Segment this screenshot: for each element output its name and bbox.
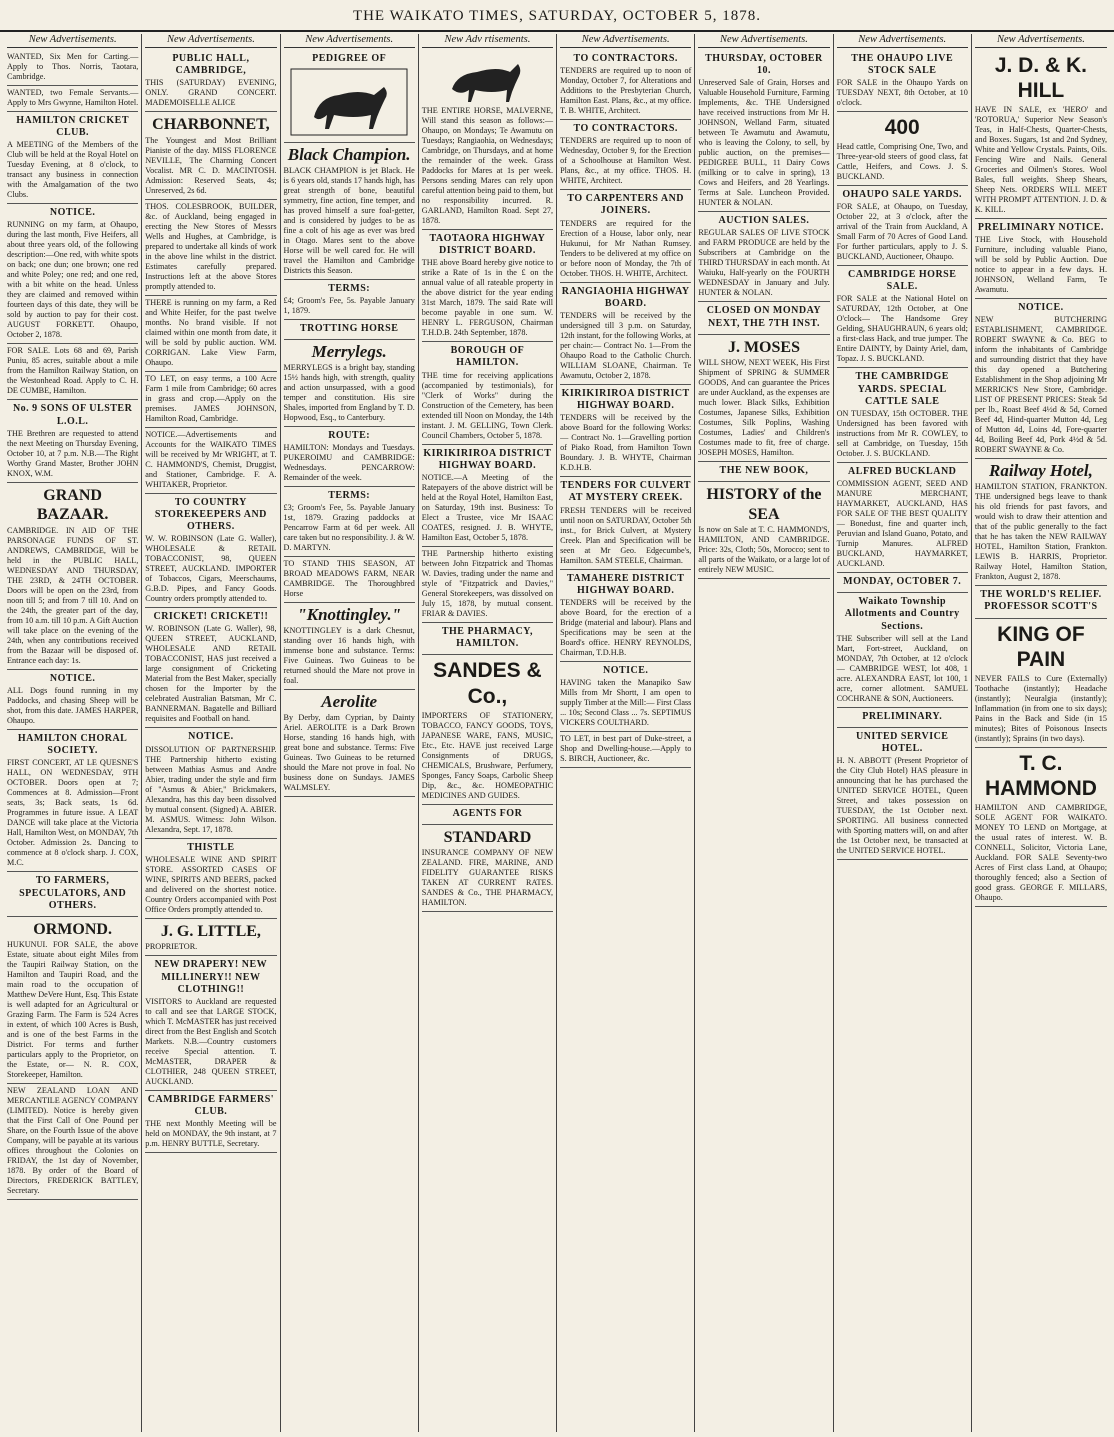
ad-heading: CHARBONNET, (152, 116, 270, 134)
advertisement (837, 112, 968, 186)
ad-body: PROPRIETOR. (145, 942, 198, 952)
advertisement (560, 570, 691, 662)
ad-body: BLACK CHAMPION is jet Black. He is 6 years old, stands 17 hands high, has great strength of bone, beautiful symmetry, fine action, fine temper, and has proved himself a sure foal-getter, and is considered by judges to be as fine a colt of his age as ever was bred in Otago. Mares sent to the above Horse will be well cared for. He will travel the Hamilton and Cambridge Districts this Season. (283, 165, 415, 275)
ad-heading: PEDIGREE OF (312, 52, 387, 64)
ad-heading: HAMILTON CRICKET CLUB. (16, 114, 129, 138)
advertisement (698, 212, 829, 302)
advertisement (7, 112, 138, 204)
ad-heading: TAMAHERE DISTRICT HIGHWAY BOARD. (566, 572, 685, 596)
advertisement (837, 728, 968, 860)
advertisement (975, 50, 1107, 219)
advertisement (145, 608, 276, 728)
ad-heading: TO CARPENTERS AND JOINERS. (567, 193, 685, 217)
ad-heading: AGENTS FOR (452, 807, 523, 819)
ad-heading: UNITED SERVICE HOTEL. (855, 731, 949, 755)
advertisement (698, 482, 829, 579)
ad-heading: THE WORLD'S RELIEF. PROFESSOR SCOTT'S (980, 589, 1102, 613)
advertisement (560, 50, 691, 120)
ad-heading: J. MOSES (727, 338, 800, 356)
advertisement (837, 708, 968, 728)
advertisement (422, 342, 553, 444)
ad-body: TO LET, on easy terms, a 100 Acre Farm 1 mile from Cambridge; 60 acres in grass and crop.—Apply on the premises. JAMES JOHNSON, Hamilton Road, Cambridge. (145, 373, 277, 423)
ad-heading: CAMBRIDGE FARMERS' CLUB. (147, 1093, 275, 1118)
ad-body: THE Subscriber will sell at the Land Mart, Fort-street, Auckland, on MONDAY, 7th October, at 12 o'clock— CAMBRIDGE WEST, lot 408, 1 acre. ALEXANDRA EAST, lot 100, 1 acre, corner allotment. SAMUEL COCHRANE & SON, Auctioneers. (836, 633, 968, 703)
ad-heading: 400 (884, 116, 920, 140)
ad-body: THE Brethren are requested to attend the next Meeting on Thursday Evening, October 10, at 7 p.m. N.B.—The Right Worthy Grand Master, Brother JOHN KNOX, W.M. (7, 428, 139, 478)
ad-heading: RANGIAOHIA HIGHWAY BOARD. (561, 285, 690, 309)
ad-body: W. W. ROBINSON (Late G. Waller), WHOLESALE & RETAIL TOBACCONIST, 98, QUEEN STREET, AUCKLAND. IMPORTER of Tobaccos, Cigars, Meerschaums, G.B.D. Pipes, and Fancy Goods. Country orders promptly attended to. (145, 534, 277, 604)
advertisement (560, 385, 691, 477)
ad-heading: PUBLIC HALL, CAMBRIDGE, (172, 52, 250, 76)
advertisement (422, 623, 553, 655)
advertisement (422, 230, 553, 342)
ad-body: Head cattle, Comprising One, Two, and Three-year-old steers of good class, fat Cattle, Heifers, and Cows. J. S. BUCKLAND. (836, 141, 968, 181)
advertisement (698, 50, 829, 212)
advertisement (837, 50, 968, 112)
advertisement (7, 204, 138, 344)
advertisement (145, 296, 276, 372)
ad-body: FIRST CONCERT, AT LE QUESNE'S HALL, ON WEDNESDAY, 9TH OCTOBER. Doors open at 7; Commences at 8. Admission—Front seats, 3s; Back seats, 1s 6d. Programmes in future issue. A LEAT DANCE will take place at the Victoria Hall, Hamilton West, on MONDAY, 7th October. Admission 2s. Dancing to commence at 8 o'clock sharp. J. COX, M.C. (7, 758, 139, 868)
advertisement (422, 50, 553, 230)
ad-body: Unreserved Sale of Grain, Horses and Valuable Household Furniture, Farming Implements, &c. THE Undersigned have received instructions from Mr H. JOHNSON, Welland Farm, situated between Te Awamutu and Awamutu, who is leaving the Colony, to sell, by public auction, on the premises— PEDIGREE BULL, 11 Dairy Cows (milking or to calve in spring), 13 Cows and Heifers, and 28 Yearlings. Terms at Sale. Luncheon Provided. HUNTER & NOLAN. (698, 78, 830, 208)
advertisement (284, 690, 415, 797)
advertisement (284, 320, 415, 340)
ad-body: MERRYLEGS is a bright bay, standing 15½ hands high, with strength, quality and action unsurpassed, with a good temper and constitution. His sire Shales, imported from England by T. D. Hopwood, Esq., to Canterbury. (283, 362, 415, 422)
ad-heading: CRICKET! CRICKET!! (153, 611, 269, 623)
column-heading: New Advertisements. (698, 34, 829, 48)
advertisement (560, 477, 691, 569)
ad-body: NOTICE.—Advertisements and Accounts for the WAIKATO TIMES will be received by Mr WRIGHT, at T. C. HAMMOND'S, Chemist, Druggist, and Stationer, Cambridge. F. A. WHITAKER, Proprietor. (145, 429, 277, 489)
advertisement (145, 372, 276, 428)
ad-heading: NOTICE. (49, 672, 96, 684)
column-7 (834, 34, 972, 1432)
ad-body: WHOLESALE WINE AND SPIRIT STORE. ASSORTED CASES OF WINE, SPIRITS AND BEERS, packed and delivered on the shortest notice. Country Orders accompanied with Post Office Orders promptly attended to. (145, 854, 277, 914)
ad-body: WANTED, Six Men for Carting.— Apply to Thos. Norris, Taotara, Cambridge. (7, 51, 139, 81)
ad-heading: Merrylegs. (311, 342, 387, 362)
advertisement (284, 280, 415, 320)
advertisement (7, 400, 138, 482)
advertisement (284, 143, 415, 280)
column-heading: New Advertisements. (837, 34, 968, 48)
ad-heading: "Knottingley." (297, 605, 402, 625)
advertisement (7, 1084, 138, 1200)
ad-body: THE Live Stock, with Household Furniture, including valuable Piano, will be sold by Public Auction. Due notice to appear in a few days. H. JOHNSON, Welland Farm, Te Awamutu. (974, 235, 1107, 295)
ad-heading: TERMS: (328, 282, 371, 294)
column-1 (4, 34, 142, 1432)
advertisement (145, 839, 276, 919)
advertisement (7, 670, 138, 730)
ad-body: THIS (SATURDAY) EVENING, ONLY. GRAND CONCERT. MADEMOISELLE ALICE (145, 78, 277, 108)
ad-heading: KIRIKIRIROA DISTRICT HIGHWAY BOARD. (423, 447, 552, 471)
column-5 (557, 34, 695, 1432)
ad-heading: THISTLE (187, 841, 235, 853)
ad-body: The Youngest and Most Brilliant Pianiste of the day. MISS FLORENCE NEVILLE, The Charming Concert Vocalist. MR C. D. MACINTOSH. Admission: Reserved Seats, 4s; Unreserved, 2s 6d. (145, 135, 277, 195)
ad-body: WANTED, two Female Servants.— Apply to Mrs Gwynne, Hamilton Hotel. (7, 87, 139, 107)
ad-body: THE time for receiving applications (accompanied by testimonials), for "Clerk of Works" during the Construction of the Cemetery, has been extended till Noon on Monday, the 14th instant. J. M. GELLING, Town Clerk. Council Chambers, October 5, 1878. (421, 370, 554, 440)
advertisement (975, 299, 1107, 459)
column-heading: New Advertisements. (284, 34, 415, 48)
ad-body: £3; Groom's Fee, 5s. Payable January 1st, 1879. Grazing paddocks at Pencarrow Farm at 6d per week. All care taken but no responsibility. J. & W. D. MARTYN. (283, 503, 415, 553)
ad-body: REGULAR SALES OF LIVE STOCK and FARM PRODUCE are held by the Subscribers at Cambridge on the THIRD THURSDAY in each month. At Waiuku, Half-yearly on the FOURTH WEDNESDAY in January and July. HUNTER & NOLAN. (698, 228, 830, 298)
ad-heading: AUCTION SALES. (718, 215, 810, 227)
columns (4, 34, 1110, 1432)
ad-heading: NOTICE. (49, 207, 96, 219)
ad-heading: ORMOND. (33, 920, 112, 938)
advertisement (284, 487, 415, 557)
advertisement (145, 1091, 276, 1153)
horse-engraving (442, 54, 532, 104)
ad-body: THERE is running on my farm, a Red and White Heifer, for the past twelve months. No brand visible. If not claimed within one month from date, it will be sold by public auction. WM. CORRIGAN. Lake View Farm, Ohaupo. (145, 297, 277, 367)
ad-heading: CAMBRIDGE HORSE SALE. (848, 268, 957, 293)
ad-body: DISSOLUTION OF PARTNERSHIP. THE Partnership hitherto existing between Mathias Asmus and Andre Abier, trading under the style and firm of "Asmus & Abier," Brickmakers, Alexandra, has this day been dissolved by mutual consent. (Signed) A. ABIER. M. ASMUS. Witness: John Wilson. Alexandra, Sept. 17, 1878. (145, 744, 277, 834)
ad-body: HAVING taken the Manapiko Saw Mills from Mr Shortt, I am open to supply Timber at the Mill:— First Class ... 10s; Second Class ... 7s. SEPTIMUS VICKERS COULTHARD. (560, 678, 692, 728)
advertisement (560, 190, 691, 282)
column-3 (281, 34, 419, 1432)
advertisement (7, 344, 138, 400)
ad-body: A MEETING of the Members of the Club will be held at the Royal Hotel on Tuesday Evening, at 8 o'clock, to transact any business in connection with the Amalgamation of the two Clubs. (7, 140, 139, 200)
ad-body: ON TUESDAY, 15th OCTOBER. THE Undersigned has been favored with instructions from Mr R. COWLEY, to sell at Cambridge, on Tuesday, 15th October. J. S. BUCKLAND. (836, 408, 968, 458)
column-heading: New Advertisements. (7, 34, 138, 48)
ad-heading: THE OHAUPO LIVE STOCK SALE (851, 52, 954, 76)
advertisement (7, 872, 138, 917)
advertisement (837, 463, 968, 573)
ad-heading: No. 9 SONS OF ULSTER L.O.L. (12, 403, 133, 427)
ad-heading: BOROUGH OF HAMILTON. (450, 345, 525, 369)
ad-heading: TROTTING HORSE (299, 322, 399, 334)
ad-heading: GRAND BAZAAR. (36, 486, 109, 524)
advertisement (145, 956, 276, 1091)
advertisement (560, 732, 691, 768)
horse-engraving (289, 67, 409, 137)
ad-body: £4; Groom's Fee, 5s. Payable January 1, 1879. (283, 295, 415, 315)
ad-body: FOR SALE, at Ohaupo, on Tuesday, October 22, at 3 o'clock, after the arrival of the Train from Auckland, A Small Farm of 70 Acres of Good Land. For further particulars, apply to J. S. BUCKLAND, Auctioneer, Ohaupo. (836, 201, 968, 261)
advertisement (7, 917, 138, 1085)
advertisement (284, 557, 415, 603)
ad-heading: SANDES & Co., (433, 659, 542, 708)
advertisement (837, 266, 968, 368)
ad-heading: TERMS: (328, 490, 371, 502)
ad-heading: TAOTAORA HIGHWAY DISTRICT BOARD. (429, 232, 546, 256)
ad-body: FOR SALE in the Ohaupo Yards on TUESDAY NEXT, 8th October, at 10 o'clock. (836, 78, 968, 108)
ad-body: ALL Dogs found running in my Paddocks, and chasing Sheep will be shot, from this date. JAMES HARPER, Ohaupo. (7, 685, 139, 725)
ad-body: NEW BUTCHERING ESTABLISHMENT, CAMBRIDGE. ROBERT SWAYNE & Co. BEG to inform the inhabitants of Cambridge and surrounding district that they have this day opened a Butchering Establishment in the Shop adjoining Mr MERRICK'S New Store, Cambridge. LIST OF PRESENT PRICES: Steak 5d per lb., Roast Beef 4½d & 5d, Corned Beef 4d, Hind-quarter Mutton 4d, Leg of Mutton 4d, Loins 4d, Fore-quarter 4d, Boiling Beef 4d, Pork 4½d & 5d. ROBERT SWAYNE & Co. (974, 315, 1107, 455)
ad-heading: PRELIMINARY. (862, 710, 943, 722)
ad-body: INSURANCE COMPANY OF NEW ZEALAND. FIRE, MARINE, AND FIDELITY GUARANTEE RISKS TAKEN AT CURRENT RATES. SANDES & Co., THE PHARMACY, HAMILTON. (421, 848, 554, 908)
advertisement (7, 86, 138, 112)
masthead: THE WAIKATO TIMES, SATURDAY, OCTOBER 5, 1878. (0, 8, 1114, 32)
advertisement (975, 459, 1107, 586)
ad-heading: Railway Hotel, (988, 461, 1093, 481)
ad-heading: PRELIMINARY NOTICE. (977, 222, 1104, 234)
advertisement (145, 494, 276, 609)
ad-body: Is now on Sale at T. C. HAMMOND'S, HAMILTON, AND CAMBRIDGE. Price: 32s, Cloth; 50s, Morocco; sent to all parts of the Waikato, or a large lot of entirely NEW MUSIC. (698, 525, 830, 575)
advertisement (837, 593, 968, 708)
advertisement (975, 219, 1107, 299)
ad-heading: STANDARD (443, 828, 532, 846)
advertisement (975, 748, 1107, 907)
advertisement (975, 586, 1107, 618)
ad-body: TENDERS will be received by the above Board for the following Works:— Contract No. 1—Gravelling portion of Piako Road, from Hamilton Town Boundary. J. B. WHYTE, Chairman K.D.H.B. (560, 413, 692, 473)
ad-body: TO LET, in best part of Duke-street, a Shop and Dwelling-house.—Apply to S. BIRCH, Auctioneer, &c. (560, 734, 692, 764)
ad-heading: NOTICE. (602, 665, 649, 677)
ad-heading: CLOSED ON MONDAY NEXT, THE 7TH INST. (706, 305, 822, 329)
ad-body: W. ROBINSON (Late G. Waller), 98, QUEEN STREET, AUCKLAND, WHOLESALE AND RETAIL TOBACCONIST, HAS just received a large consignment of Cricketing Material from the Best Maker, specially chosen for the Importer by the celebrated Australian Batsman, Mr C. BANNERMAN. Bagatelle and Billiard requisites and Football on hand. (145, 624, 277, 724)
ad-heading: NOTICE. (188, 731, 234, 743)
ad-heading: THE NEW BOOK, (719, 465, 809, 477)
ad-body: THE Partnership hitherto existing between John Fitzpatrick and Thomas W. Davies, trading under the name and style of "Fitzpatrick and Davies," General Storekeepers, was dissolved on July 15, 1878, by mutual consent. FRIAR & DAVIES. (421, 548, 554, 618)
advertisement (7, 483, 138, 670)
ad-body: CAMBRIDGE. IN AID OF THE PARSONAGE FUNDS OF ST. ANDREWS, CAMBRIDGE, Will be held in the PUBLIC HALL, WEDNESDAY AND THURSDAY, THE 23RD, & 24TH OCTOBER. Doors will be open on the 23rd, from noon till 5; and from 7 till 10. And on the 24th, the greater part of the day, from 10 a.m. till 10 p.m. A Gift Auction will take place on the evening of the 24th, when any contributions received from the Bazaar will be disposed of. Entrance each day: 1s. (7, 525, 139, 665)
ad-body: THE ENTIRE HORSE, MALVERNE, Will stand this season as follows:— Ohaupo, on Mondays; Te Awamutu on Tuesdays; Rangiaohia, on Wednesdays; Cambridge, on Thursdays, and at home the remainder of the week. Grass Paddocks for Mares at 1s per week. Persons sending Mares can rely upon careful attention being paid to them, but no responsibility incurred. R. GARLAND, Hamilton Road. Sept 27, 1878. (421, 105, 554, 225)
ad-body: HAMILTON AND CAMBRIDGE, SOLE AGENT FOR WAIKATO. MONEY TO LEND on Mortgage, at the usual rates of interest. W. B. CONNELL, Solicitor, Victoria Lane, Auckland. FOR SALE Seventy-two Acres of First class Land, at Ohaupo; thoroughly fenced; also a Section of good grass. GEORGE F. MILLARS, Ohaupo. (974, 802, 1107, 902)
column-4 (419, 34, 557, 1432)
ad-heading: TO FARMERS, SPECULATORS, AND OTHERS. (19, 875, 127, 911)
ad-body: KNOTTINGLEY is a dark Chesnut, standing over 16 hands high, with immense bone and substance. Terms: Five Guineas. Two Guineas to be returned should the Mare not prove in foal. (283, 625, 415, 685)
advertisement (145, 200, 276, 296)
advertisement (422, 445, 553, 547)
ad-body: THE next Monthly Meeting will be held on MONDAY, the 9th instant, at 7 p.m. HENRY BUTTLE, Secretary. (145, 1119, 277, 1149)
ad-body: THOS. COLESBROOK, BUILDER, &c. of Auckland, being engaged in erecting the New Stores of Messrs Wells and Hughes, at Cambridge, is prepared to undertake all kinds of work in the above line whilst in the district. Estimates carefully prepared. Instructions left at the above Stores promptly attended to. (145, 201, 277, 291)
advertisement (145, 50, 276, 112)
ad-body: FOR SALE. Lots 68 and 69, Parish Puniu, 85 acres, suitable about a mile from the Hamilton Railway Station, on the Westonhead Road. Apply to C. H. DE CUMBE, Hamilton. (7, 346, 139, 396)
advertisement (560, 120, 691, 190)
ad-body: NEVER FAILS to Cure (Externally) Toothache (instantly); Headache (instantly); Neuralgia (instantly); Inflammation (in from one to six days); Pains in the Back and Side (in 15 minutes); Bites of Poisonous Insects (instantly); Sprains (in two days). (974, 673, 1107, 743)
ad-heading: Black Champion. (287, 144, 411, 164)
advertisement (422, 825, 553, 913)
advertisement (284, 340, 415, 427)
advertisement (145, 428, 276, 494)
advertisement (422, 655, 553, 804)
ad-heading: J. D. & K. HILL (994, 53, 1088, 103)
ad-heading: THURSDAY, OCTOBER 10. (705, 52, 823, 76)
ad-body: NEW ZEALAND LOAN AND MERCANTILE AGENCY COMPANY (LIMITED). Notice is hereby given that the First Call of One Pound per Share, on the Fourth Issue of the above Company, will be payable at its various offices throughout the Colonies on FRIDAY, the 1st day of November, 1878. By order of the Board of Directors, FREDERICK BATTLEY, Secretary. (7, 1086, 139, 1196)
ad-body: HUKUNUI. FOR SALE, the above Estate, situate about eight Miles from the Taupiri Railway Station, on the Hamilton and Taupiri Road, and the main road to the occupation of Matthew DeVere Hunt, Esq. This Estate is well adapted for an Agricultural or Grazing Farm. The Farm is 524 Acres in extent, of which 100 Acres is Bush, and is one of the best Farms in the District. For terms and further particulars apply to the Proprietor, on the Estate, or— N. R. COX, Storekeeper, Hamilton. (7, 940, 139, 1080)
ad-body: IMPORTERS OF STATIONERY, TOBACCO, FANCY GOODS, TOYS, JAPANESE WARE, FANS, MUSIC, Etc., Etc. HAVE just received Large Consignments of DRUGS, CHEMICALS, Brushware, Perfumery, Sponges, Fancy Soaps, Carbolic Sheep Dip, &c., &c. HOMEOPATHIC MEDICINES AND GUIDES. (421, 710, 554, 800)
ad-heading: TO CONTRACTORS. (573, 52, 678, 64)
ad-heading: THE PHARMACY, HAMILTON. (441, 625, 533, 650)
ad-body: WILL SHOW, NEXT WEEK, His First Shipment of SPRING & SUMMER GOODS, And can guarantee the Prices are under Auckland, as the expenses are much lower. Black Silks, Exhibition Costumes, Japanese Silks, Exhibition Costumes, Silk Poplins, Washing Costumes, Ladies' and Children's Costumes made to fit, free of charge. JOSEPH MOSES, Hamilton. (698, 358, 830, 458)
advertisement (837, 186, 968, 266)
ad-body: HAMILTON: Mondays and Tuesdays. PUKEROIMU and CAMBRIDGE: Wednesdays. PENCARROW: Remainder of the week. (283, 443, 415, 483)
ad-body: COMMISSION AGENT, SEED AND MANURE MERCHANT, HAYMARKET, AUCKLAND, HAS FOR SALE OF THE BEST QUALITY— Bonedust, fine and quarter inch, Peruvian and Island Guano, Potato, and Turnip Manures. ALFRED BUCKLAND, HAYMARKET, AUCKLAND. (836, 479, 968, 569)
ad-body: TENDERS will be received by the above Board, for the erection of a Bridge (material and labour). Plans and Specifications may be seen at the Board's office. HENRY REYNOLDS, Chairman, T.D.H.B. (560, 598, 692, 658)
advertisement (7, 730, 138, 872)
ad-heading: Waikato Township Allotments and Country Sections. (844, 596, 960, 632)
ad-body: TENDERS will be received by the undersigned till 3 p.m. on Saturday, 12th instant, for the following Works, at per chain:— Contract No. 1—From the Ohaupo Road to the Catholic Church. WILLIAM SLOANE, Chairman. Te Awamutu, October 2, 1878. (560, 310, 692, 380)
ad-body: TO STAND THIS SEASON, AT BROAD MEADOWS FARM, NEAR CAMBRIDGE. The Thoroughbred Horse (283, 559, 415, 599)
ad-heading: TENDERS FOR CULVERT AT MYSTERY CREEK. (560, 480, 691, 504)
advertisement (145, 919, 276, 957)
advertisement (837, 573, 968, 593)
ad-heading: J. G. LITTLE, (160, 922, 261, 940)
ad-body: RUNNING on my farm, at Ohaupo, during the last month, Five Heifers, all about three years old, of the following description:—One red, with white spots on back; one dun; one brown; one red and white Poley; one red; and one red, with a bit white on the head. Unless they are claimed and removed within fourteen days of this date, they will be sold by auction to pay for their cost. AUGUST FORKETT. Ohaupo, October 2, 1878. (7, 220, 139, 340)
ad-heading: TO COUNTRY STOREKEEPERS AND OTHERS. (154, 496, 267, 533)
advertisement (560, 662, 691, 732)
advertisement (698, 462, 829, 482)
column-2 (142, 34, 280, 1432)
ad-body: TENDERS are required for the Erection of a House, labor only, near Hukunui, for Mr Nathan Rumsey. Tenders to be delivered at my office on or before noon of Monday, the 7th of October. THOS. H. WHITE, Architect. (560, 218, 692, 278)
advertisement (284, 603, 415, 690)
ad-heading: T. C. HAMMOND (984, 751, 1097, 801)
column-6 (695, 34, 833, 1432)
column-heading: New Advertisements. (145, 34, 276, 48)
advertisement (698, 302, 829, 334)
ad-heading: THE CAMBRIDGE YARDS. SPECIAL CATTLE SALE (855, 371, 949, 407)
ad-heading: KIRIKIRIROA DISTRICT HIGHWAY BOARD. (561, 387, 690, 412)
advertisement (698, 335, 829, 463)
ad-body: TENDERS are required up to noon of Wednesday, October 9, for the Erection of a Schoolhouse at Hamilton West. Plans, &c., at my office. THOS. H. WHITE, Architect. (560, 136, 692, 186)
ad-heading: HISTORY of the SEA (706, 486, 822, 523)
ad-heading: HAMILTON CHORAL SOCIETY. (17, 732, 128, 757)
ad-heading: Aerolite (321, 691, 378, 711)
ad-heading: TO CONTRACTORS. (573, 122, 678, 134)
ad-body: HAVE IN SALE, ex 'HERO' and 'ROTORUA,' Superior New Season's Teas, in Half-Chests, Quarter-Chests, and Boxes. Sugars, 1st and 2nd Sydney, White and Yellow Crystals. Paints, Oils. Fencing Wire and Nails. General Groceries and Oilmen's Stores. Wool Bales, full weights. Sheep Shears, Sheep Nets. ORDERS WILL MEET WITH PROMPT ATTENTION. J. D. & K. KILL. (974, 105, 1107, 215)
ad-body: By Derby, dam Cyprian, by Dainty Ariel. AEROLITE is a Dark Brown Horse, standing 16 hands high, with great bone and substance. Terms: Five Guineas. Two Guineas to be returned should the Mare not prove in foal. No business done on Sundays. JAMES WALMSLEY. (283, 712, 415, 792)
ad-heading: NOTICE. (1018, 302, 1064, 314)
ad-body: FRESH TENDERS will be received until noon on SATURDAY, October 5th inst., for Brick Culvert, at Mystery Creek. Plan and Specification will be seen at Mr Geo. Edgecumbe's, Hamilton. SAM STEELE, Chairman. (560, 505, 692, 565)
ad-body: FOR SALE at the National Hotel on SATURDAY, 12th October, at One O'clock— The Handsome Grey Gelding, SHAUGHRAUN, 6 years old; a first-class Hack, and true jumper. The Entire DAINTY, by Dainty Ariel, dam, Topaz. J. S. BUCKLAND. (836, 294, 968, 364)
advertisement (7, 50, 138, 86)
advertisement (422, 547, 553, 623)
ad-body: HAMILTON STATION, FRANKTON. THE undersigned begs leave to thank his old friends for past favors, and would wish to draw their attention and that of the public generally to the fact that he has taken the NEW RAILWAY HOTEL, Hamilton Station, Frankton. LEWIS B. HARRIS, Proprietor. Railway Hotel, Hamilton Station, Frankton, August 2, 1878. (974, 482, 1107, 582)
ad-body: THE above Board hereby give notice to strike a Rate of 1s in the £ on the annual value of all rateable property in the above district for the year ending 31st March, 1879. The said Rate will become payable in one sum. W. HENRY L. FERGUSON, Chairman T.H.D.B. 24th September, 1878. (421, 258, 554, 338)
ad-heading: ALFRED BUCKLAND (848, 465, 957, 477)
ad-heading: NEW DRAPERY! NEW MILLINERY!! NEW CLOTHING!! (154, 959, 268, 995)
ad-body: TENDERS are required up to noon of Monday, October 7, for Alterations and Additions to the Presbyterian Church, Hamilton East. Plans, &c., at my office. T. B. WHITE, Architect. (560, 65, 692, 115)
ad-heading: KING OF PAIN (997, 622, 1085, 672)
advertisement (422, 805, 553, 825)
advertisement (837, 368, 968, 463)
advertisement (975, 619, 1107, 748)
advertisement (145, 112, 276, 200)
ad-heading: OHAUPO SALE YARDS. (842, 188, 963, 200)
column-heading: New Advertisements. (560, 34, 691, 48)
ad-body: VISITORS to Auckland are requested to call and see that LARGE STOCK, which T. McMASTER has just received direct from the Best English and Scotch Markets. N.B.—Country customers receive Special attention. T. McMASTER, DRAPER & CLOTHIER, 248 QUEEN STREET, AUCKLAND. (145, 996, 277, 1086)
advertisement (284, 427, 415, 487)
ad-body: NOTICE.—A Meeting of the Ratepayers of the above district will be held at the Royal Hotel, Hamilton East, on Saturday, 19th inst. Business: To Elect a Trustee, vice Mr ISAAC COATES, resigned. J. B. WHYTE, Hamilton East, October 5, 1878. (421, 472, 554, 542)
ad-heading: ROUTE: (328, 429, 371, 441)
column-heading: New Adv rtisements. (422, 34, 553, 48)
column-heading: New Advertisements. (975, 34, 1107, 48)
column-8 (972, 34, 1110, 1432)
advertisement (145, 728, 276, 838)
ad-heading: MONDAY, OCTOBER 7. (843, 576, 962, 588)
ad-body: H. N. ABBOTT (Present Proprietor of the City Club Hotel) HAS pleasure in announcing that he has purchased the UNITED SERVICE HOTEL, Queen Street, and takes possession on TUESDAY, the 1st October next. SPORTING. All business connected with Sporting matters will, on and after the 1st October next, be transacted at the UNITED SERVICE HOTEL. (836, 756, 968, 856)
advertisement (560, 283, 691, 385)
advertisement (284, 50, 415, 143)
